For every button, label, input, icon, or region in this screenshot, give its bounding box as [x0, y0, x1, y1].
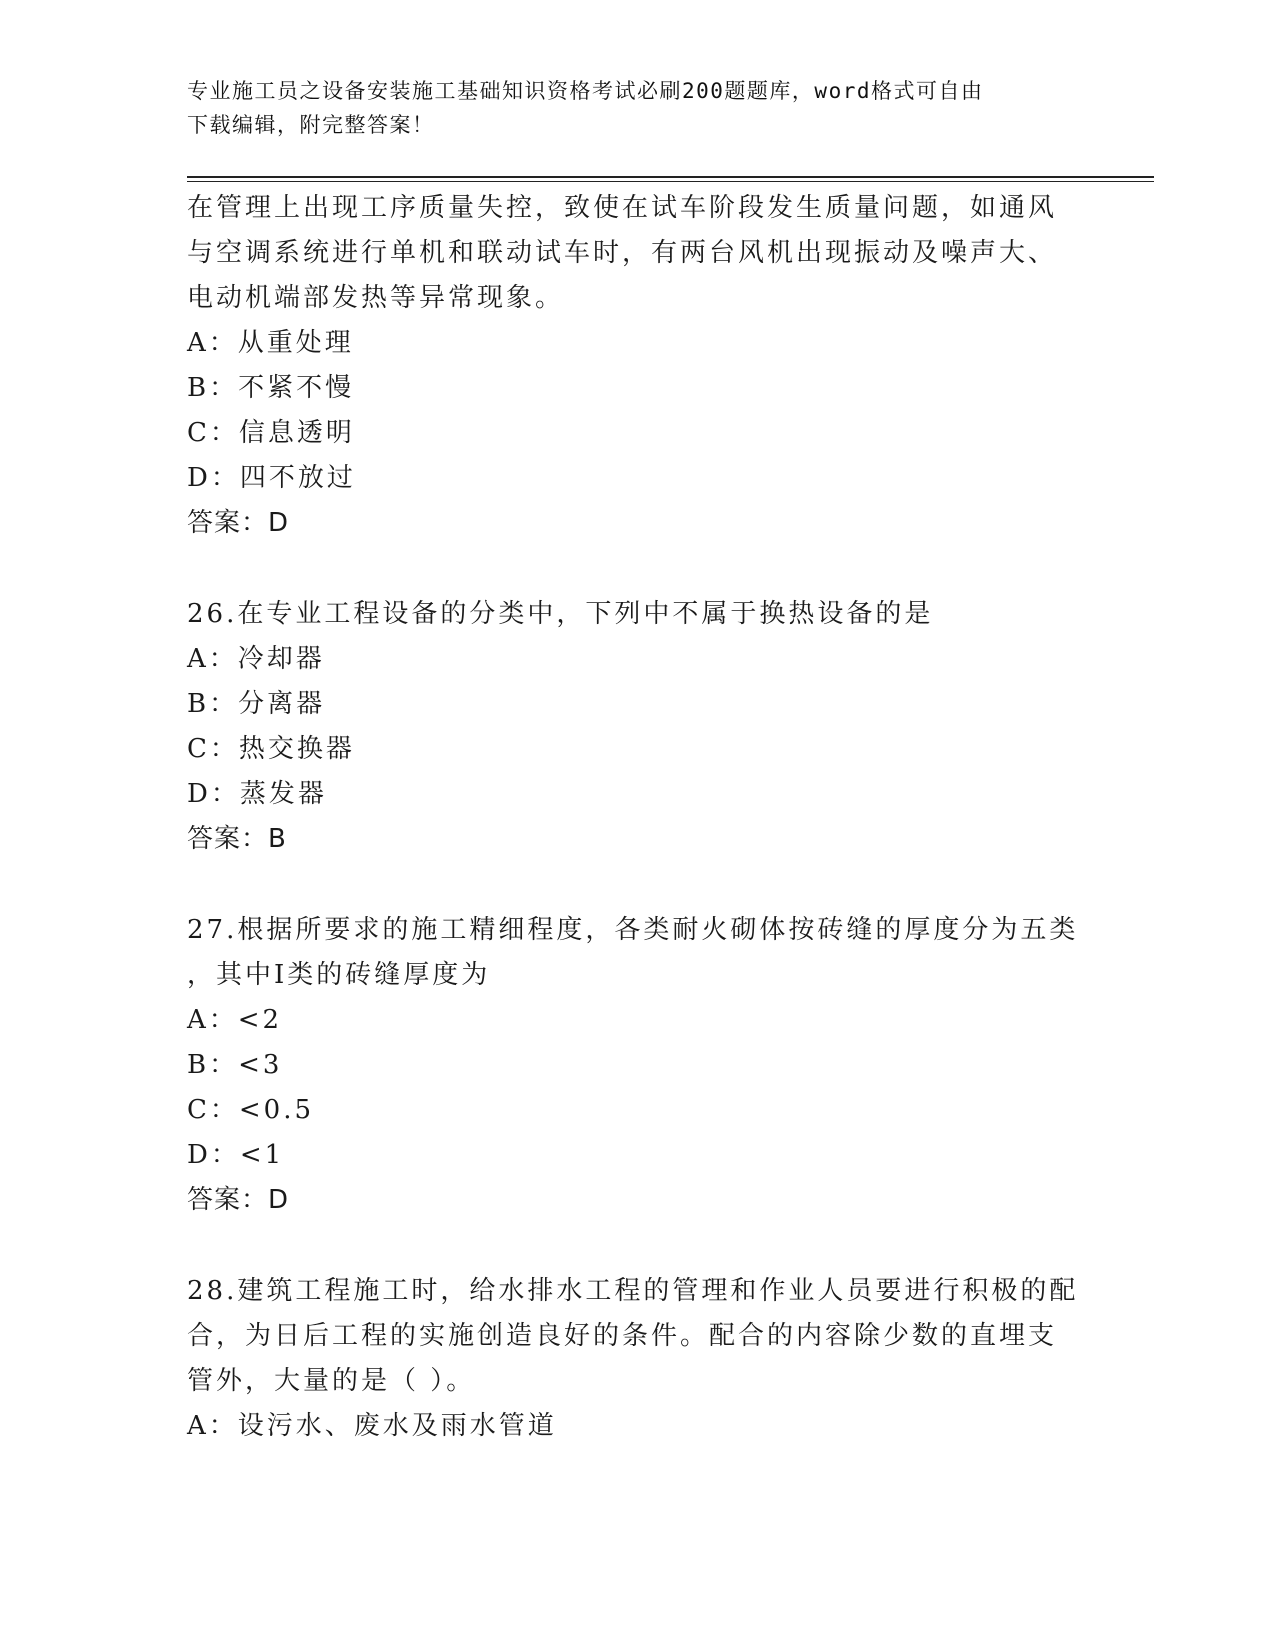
option-c: C：<0.5	[187, 1095, 315, 1125]
option-a: A：<2	[187, 1005, 283, 1035]
question-list	[187, 186, 1087, 1449]
question-block	[187, 592, 1087, 862]
option-c: C：热交换器	[187, 734, 355, 764]
question-stem-line: ，其中I类的砖缝厚度为	[187, 960, 491, 990]
question-stem-line: 28.建筑工程施工时，给水排水工程的管理和作业人员要进行积极的配	[187, 1276, 1079, 1306]
block-spacer	[187, 546, 1087, 592]
block-spacer	[187, 1223, 1087, 1269]
option-d: D：四不放过	[187, 463, 356, 493]
option-a: A：从重处理	[187, 328, 354, 358]
option-c: C：信息透明	[187, 418, 355, 448]
question-stem-line: 与空调系统进行单机和联动试车时，有两台风机出现振动及噪声大、	[187, 238, 1058, 268]
answer-line: 答案：D	[187, 1185, 290, 1215]
header-line-2: 下载编辑，附完整答案！	[187, 113, 435, 137]
question-stem-line: 27.根据所要求的施工精细程度，各类耐火砌体按砖缝的厚度分为五类	[187, 915, 1079, 945]
block-spacer	[187, 862, 1087, 908]
option-d: D：<1	[187, 1140, 285, 1170]
question-stem-line: 26.在专业工程设备的分类中，下列中不属于换热设备的是	[187, 599, 934, 629]
option-b: B：分离器	[187, 689, 326, 719]
option-b: B：<3	[187, 1050, 283, 1080]
header-divider-thin	[187, 181, 1154, 182]
question-stem-line: 在管理上出现工序质量失控，致使在试车阶段发生质量问题，如通风	[187, 193, 1058, 223]
question-stem-line: 管外，大量的是（ ）。	[187, 1366, 476, 1396]
header-line-1: 专业施工员之设备安装施工基础知识资格考试必刷200题题库，word格式可自由	[187, 79, 984, 103]
question-block	[187, 186, 1087, 546]
document-header	[187, 74, 1067, 142]
question-stem-line: 电动机端部发热等异常现象。	[187, 283, 565, 313]
answer-line: 答案：D	[187, 508, 290, 538]
option-b: B：不紧不慢	[187, 373, 355, 403]
option-a: A：冷却器	[187, 644, 325, 674]
question-stem-line: 合，为日后工程的实施创造良好的条件。配合的内容除少数的直埋支	[187, 1321, 1058, 1351]
option-a: A：设污水、废水及雨水管道	[187, 1411, 557, 1441]
question-block	[187, 1269, 1087, 1449]
question-block	[187, 908, 1087, 1223]
option-d: D：蒸发器	[187, 779, 327, 809]
answer-line: 答案：B	[187, 824, 287, 854]
header-divider	[187, 176, 1154, 178]
